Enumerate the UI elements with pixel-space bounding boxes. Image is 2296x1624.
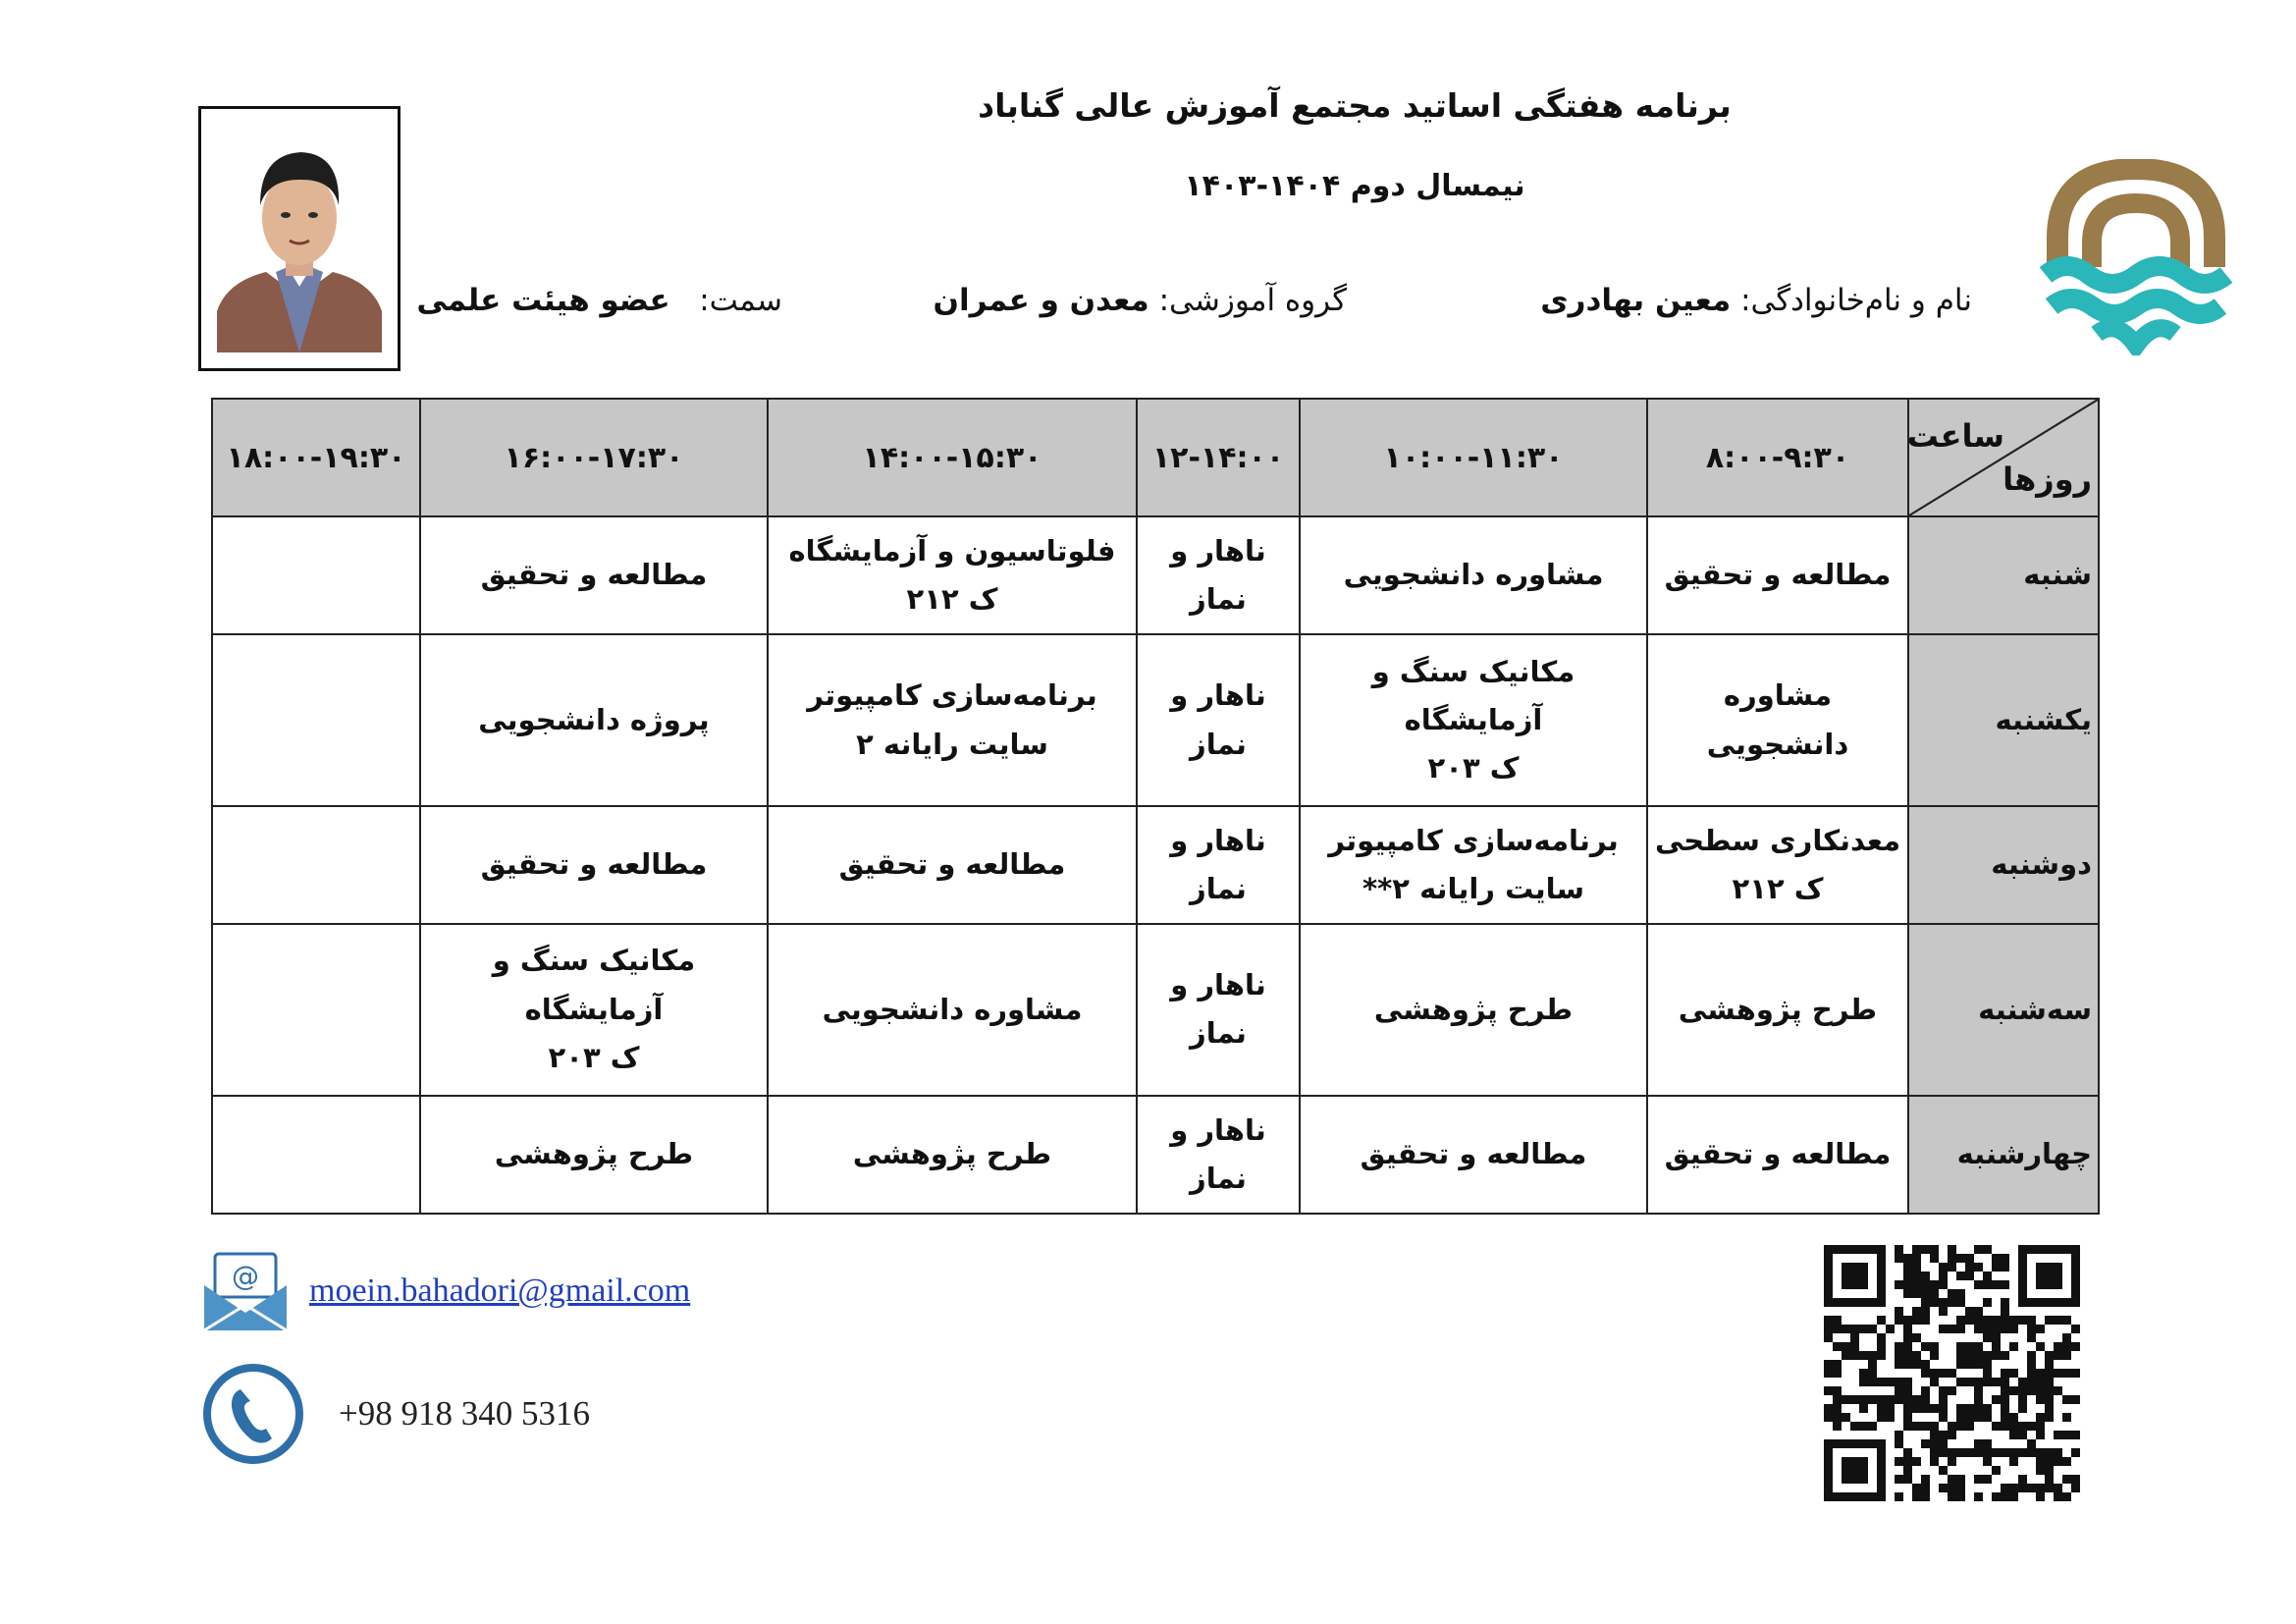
cell-text: فلوتاسیون و آزمایشگاه (788, 533, 1116, 568)
time-slot-header: ۱۲-۱۴:۰۰ (1137, 399, 1300, 516)
position-label: سمت: (699, 283, 782, 318)
time-slot-header: ۸:۰۰-۹:۳۰ (1647, 399, 1908, 516)
schedule-cell (212, 516, 420, 634)
schedule-cell (420, 516, 768, 634)
cell-text: طرح پژوهشی (1373, 992, 1574, 1026)
time-slot-header: ۱۸:۰۰-۱۹:۳۰ (212, 399, 420, 516)
day-cell: دوشنبه (1908, 806, 2099, 924)
schedule-cell (768, 806, 1137, 924)
day-cell: سه‌شنبه (1908, 924, 2099, 1096)
schedule-cell (420, 806, 768, 924)
schedule-cell (212, 806, 420, 924)
time-slot-header: ۱۶:۰۰-۱۷:۳۰ (420, 399, 768, 516)
cell-text: مطالعه و تحقیق (480, 847, 708, 882)
table-row (212, 1096, 2099, 1214)
cell-text: ک ۲۱۲ (906, 582, 998, 617)
day-cell: شنبه (1908, 516, 2099, 634)
cell-text: پروژه دانشجویی (478, 702, 710, 736)
schedule-cell (1300, 806, 1647, 924)
phone-number: +98 918 340 5316 (339, 1394, 590, 1433)
cell-text: مطالعه و تحقیق (1360, 1137, 1587, 1171)
schedule-cell (420, 634, 768, 806)
cell-text: ناهار و نماز (1170, 823, 1266, 905)
email-row (201, 1250, 690, 1332)
table-row (212, 806, 2099, 924)
schedule-cell (768, 924, 1137, 1096)
position-field (416, 283, 782, 318)
schedule-cell (1137, 634, 1300, 806)
schedule-cell (1647, 1096, 1908, 1214)
schedule-cell (1647, 806, 1908, 924)
cell-text: ناهار و نماز (1170, 1112, 1266, 1195)
cell-text: مطالعه و تحقیق (480, 558, 708, 592)
cell-text: ک ۲۱۲ (1732, 871, 1824, 905)
cell-text: مشاوره دانشجویی (1706, 678, 1849, 761)
logo-emblem (2038, 159, 2234, 355)
cell-text: مطالعه و تحقیق (1664, 1137, 1892, 1171)
schedule-cell (1300, 924, 1647, 1096)
cell-text: سایت رایانه ۲** (1362, 871, 1585, 905)
name-value: معین بهادری (1540, 283, 1732, 318)
cell-text: معدنکاری سطحی (1654, 823, 1901, 857)
university-logo (2038, 159, 2234, 359)
schedule-cell (1647, 634, 1908, 806)
schedule-cell (212, 634, 420, 806)
schedule-cell (768, 634, 1137, 806)
schedule-cell (768, 1096, 1137, 1214)
day-cell: یکشنبه (1908, 634, 2099, 806)
table-row (212, 924, 2099, 1096)
envelope-icon (201, 1250, 290, 1332)
cell-text: مکانیک سنگ و آزمایشگاه (1371, 654, 1575, 736)
email-link[interactable]: moein.bahadori@gmail.com (309, 1272, 691, 1309)
qr-code (1824, 1245, 2081, 1506)
portrait-image (217, 125, 382, 352)
schedule-cell (1137, 806, 1300, 924)
time-slot-header: ۱۴:۰۰-۱۵:۳۰ (768, 399, 1137, 516)
schedule-cell (420, 1096, 768, 1214)
cell-text: ناهار و نماز (1170, 968, 1266, 1051)
schedule-cell (1137, 924, 1300, 1096)
profile-photo (198, 106, 400, 371)
page-title: برنامه هفتگی اساتید مجتمع آموزش عالی گناباد (978, 86, 1732, 125)
corner-hour-label: ساعت (1906, 417, 2004, 455)
cell-text: مشاوره دانشجویی (1343, 558, 1604, 592)
schedule-cell (1300, 634, 1647, 806)
schedule-table (211, 398, 2100, 1215)
table-row (212, 634, 2099, 806)
phone-row (201, 1362, 590, 1466)
schedule-cell (212, 1096, 420, 1214)
cell-text: مشاوره دانشجویی (822, 992, 1083, 1026)
cell-text: مطالعه و تحقیق (1664, 558, 1892, 592)
group-field (934, 283, 1348, 318)
schedule-cell (212, 924, 420, 1096)
schedule-cell (1300, 516, 1647, 634)
cell-text: ناهار و نماز (1170, 533, 1266, 617)
phone-icon (201, 1362, 305, 1466)
schedule-cell (1137, 1096, 1300, 1214)
schedule-cell (1300, 1096, 1647, 1214)
cell-text: طرح پژوهشی (494, 1137, 694, 1171)
corner-days-label: روزها (2002, 460, 2092, 498)
position-value: عضو هیئت علمی (416, 283, 670, 318)
cell-text: طرح پژوهشی (1678, 992, 1878, 1026)
schedule-cell (768, 516, 1137, 634)
day-cell: چهارشنبه (1908, 1096, 2099, 1214)
cell-text: سایت رایانه ۲ (856, 727, 1048, 761)
corner-cell (1908, 399, 2099, 516)
schedule-cell (420, 924, 768, 1096)
schedule-cell (1137, 516, 1300, 634)
name-field (1540, 283, 1972, 318)
cell-text: طرح پژوهشی (852, 1137, 1052, 1171)
cell-text: برنامه‌سازی کامپیوتر (1328, 823, 1619, 857)
group-label: گروه آموزشی: (1158, 283, 1347, 318)
schedule-body (212, 516, 2099, 1214)
cell-text: برنامه‌سازی کامپیوتر (807, 678, 1097, 713)
cell-text: مکانیک سنگ و آزمایشگاه (492, 944, 696, 1026)
qr-code-icon (1824, 1245, 2081, 1502)
svg-text:@: @ (232, 1260, 259, 1292)
cell-text: ک ۲۰۳ (1427, 751, 1520, 785)
semester-label: نیمسال دوم ۱۴۰۴-۱۴۰۳ (1184, 169, 1525, 203)
table-row (212, 516, 2099, 634)
header-row (212, 399, 2099, 516)
cell-text: ناهار و نماز (1170, 678, 1266, 761)
cell-text: ک ۲۰۳ (548, 1041, 640, 1075)
schedule-cell (1647, 516, 1908, 634)
name-label: نام و نام‌خانوادگی: (1740, 283, 1972, 318)
time-slot-header: ۱۰:۰۰-۱۱:۳۰ (1300, 399, 1647, 516)
cell-text: مطالعه و تحقیق (838, 847, 1066, 882)
schedule-cell (1647, 924, 1908, 1096)
group-value: معدن و عمران (933, 283, 1149, 318)
